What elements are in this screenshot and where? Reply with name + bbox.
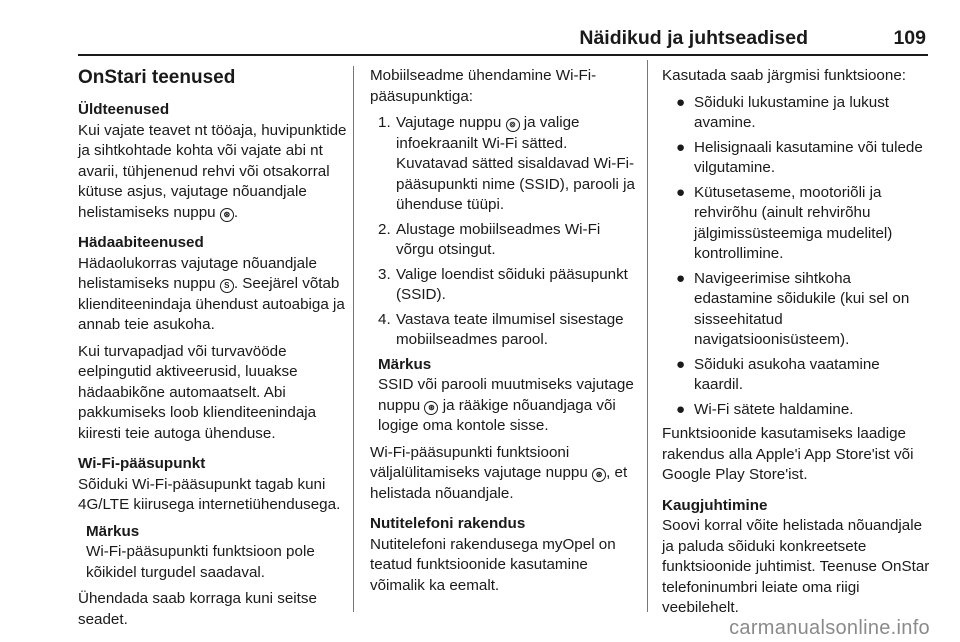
bullet-text: Wi-Fi sätete haldamine. xyxy=(694,400,854,418)
onstar-button-icon: ⊛ xyxy=(424,401,438,415)
emergency-services-section xyxy=(78,233,353,444)
list-item xyxy=(662,355,932,396)
wifi-off-b: , et helistada nõuandjale. xyxy=(370,464,628,502)
page-header xyxy=(78,28,928,56)
smartphone-app-heading: Nutitelefoni rakendus xyxy=(370,515,526,532)
list-item xyxy=(662,269,932,351)
step-number: 1. xyxy=(378,114,391,131)
general-services-heading: Üldteenused xyxy=(78,101,170,118)
list-item xyxy=(662,400,932,421)
download-text: Funktsioonide kasutamiseks laadige rakendus alla Apple'i App Store'ist või Google Play Store'ist. xyxy=(662,425,914,483)
bullet: ● xyxy=(676,355,686,373)
header-title: Näidikud ja juhtseadised xyxy=(579,27,808,49)
step-number: 4. xyxy=(378,310,391,328)
wifi-off-text xyxy=(370,443,638,505)
wifi-devices-text: Ühendada saab korraga kuni seitse seadet. xyxy=(78,590,317,628)
general-services-end: . xyxy=(233,203,239,221)
wifi-hotspot-text: Sõiduki Wi-Fi-pääsupunkt tagab kuni 4G/LTE kiirusega internetiühendusega. xyxy=(78,475,341,513)
remote-control-section xyxy=(662,496,932,619)
emergency-services-text xyxy=(78,254,353,336)
emergency-text-b: . Seejärel võtab klienditeenindaja ühendust autoabiga ja annab teie asukoha. xyxy=(78,275,345,333)
emergency-services-heading: Hädaabiteenused xyxy=(78,234,204,251)
bullet-text: Kütusetaseme, mootoriõli ja rehvirõhu (ainult rehvirõhu jälgimissüsteemiga mudelitel) kontrollimine. xyxy=(694,183,893,262)
step-text: Vajutage nuppu xyxy=(396,114,502,131)
bullet-text: Helisignaali kasutamine või tulede vilgutamine. xyxy=(694,138,923,176)
wifi-hotspot-heading: Wi-Fi-pääsupunkt xyxy=(78,455,206,472)
wifi-off-a: Wi-Fi-pääsupunkti funktsiooni väljalülitamiseks vajutage nuppu xyxy=(370,443,588,481)
general-services-body: Kui vajate teavet nt tööaja, huvipunktide ja sihtkohtade kohta või vajate abi nt avarii, tühjenenud rehvi või otsakorral kütuse asjus, vajutage nõuandjale helistamiseks nuppu xyxy=(78,121,347,221)
note-text: Wi-Fi-pääsupunkti funktsioon pole kõikidel turgudel saadaval. xyxy=(86,543,315,581)
note-text-a: SSID või parooli muutmiseks vajutage nuppu xyxy=(378,376,634,414)
step-number: 2. xyxy=(378,220,391,238)
note-text-b: ja rääkige nõuandjaga või logige oma kontole sisse. xyxy=(378,396,616,434)
connect-intro: Mobiilseadme ühendamine Wi-Fi-pääsupunktiga: xyxy=(370,67,597,105)
note-heading: Märkus xyxy=(378,355,432,373)
bullet: ● xyxy=(676,400,686,418)
section-title: OnStari teenused xyxy=(78,67,236,88)
connect-steps xyxy=(370,113,638,351)
bullet: ● xyxy=(676,93,686,111)
bullet-text: Navigeerimise sihtkoha edastamine sõidukile (kui sel on sisseehitatud navigatsioonisüsteem). xyxy=(694,269,910,348)
wifi-note xyxy=(78,522,353,584)
bullet: ● xyxy=(676,138,686,156)
onstar-button-icon: ⊛ xyxy=(592,468,606,482)
bullet: ● xyxy=(676,183,686,201)
note-heading: Märkus xyxy=(86,522,140,540)
step-text: Alustage mobiilseadmes Wi-Fi võrgu otsingut. xyxy=(396,220,601,258)
emergency-text-a: Hädaolukorras vajutage nõuandjale helistamiseks nuppu xyxy=(78,254,317,292)
smartphone-app-text: Nutitelefoni rakendusega myOpel on teatud funktsioonide kasutamine võimalik ka eemalt. xyxy=(370,535,616,594)
note-text xyxy=(378,375,638,437)
bullet-text: Sõiduki lukustamine ja lukust avamine. xyxy=(694,93,890,131)
bullet-text: Sõiduki asukoha vaatamine kaardil. xyxy=(694,355,880,393)
list-item xyxy=(370,265,638,306)
bullet: ● xyxy=(676,269,686,287)
remote-control-heading: Kaugjuhtimine xyxy=(662,496,768,514)
emergency-auto-call-text: Kui turvapadjad või turvavööde eelpingutid aktiveerusid, luuakse hädaabikõne automaatselt. Abi pakkumiseks loob klienditeenindaja kiiresti teie autoga ühenduse. xyxy=(78,342,317,442)
remote-control-text: Soovi korral võite helistada nõuandjale ja paluda sõiduki konkreetsete funktsioonide juhtimist. Teenuse OnStar telefoninumbri leiate oma riigi veebilehelt. xyxy=(662,517,930,616)
list-item xyxy=(370,113,638,216)
functions-intro: Kasutada saab järgmisi funktsioone: xyxy=(662,67,906,84)
column-3 xyxy=(662,66,932,616)
list-item xyxy=(662,138,932,179)
list-item xyxy=(370,310,638,351)
wifi-hotspot-section xyxy=(78,454,353,630)
functions-list xyxy=(662,93,932,421)
ssid-note xyxy=(370,355,638,437)
onstar-button-icon: ⊛ xyxy=(220,208,234,222)
column-2 xyxy=(370,66,638,612)
step-text-cont: ja valige infoekraanilt Wi-Fi sätted. Kuvatavad sätted sisaldavad Wi-Fi-pääsupunkti nime (SSID), parooli ja ühenduse tüüpi. xyxy=(396,114,635,213)
list-item xyxy=(662,93,932,134)
smartphone-app-section xyxy=(370,514,638,596)
list-item xyxy=(370,220,638,261)
general-services-text xyxy=(78,121,353,224)
column-divider xyxy=(647,60,648,612)
sos-button-icon: S xyxy=(220,279,234,293)
column-1 xyxy=(78,66,354,628)
general-services-section xyxy=(78,100,353,223)
wifi-settings-icon: ⊚ xyxy=(506,118,520,132)
step-number: 3. xyxy=(378,265,391,283)
list-item xyxy=(662,183,932,265)
step-text: Valige loendist sõiduki pääsupunkt (SSID). xyxy=(396,265,628,303)
page-number: 109 xyxy=(893,27,926,49)
step-text: Vastava teate ilmumisel sisestage mobiilseadmes parool. xyxy=(396,310,624,348)
watermark: carmanualsonline.info xyxy=(729,616,930,639)
